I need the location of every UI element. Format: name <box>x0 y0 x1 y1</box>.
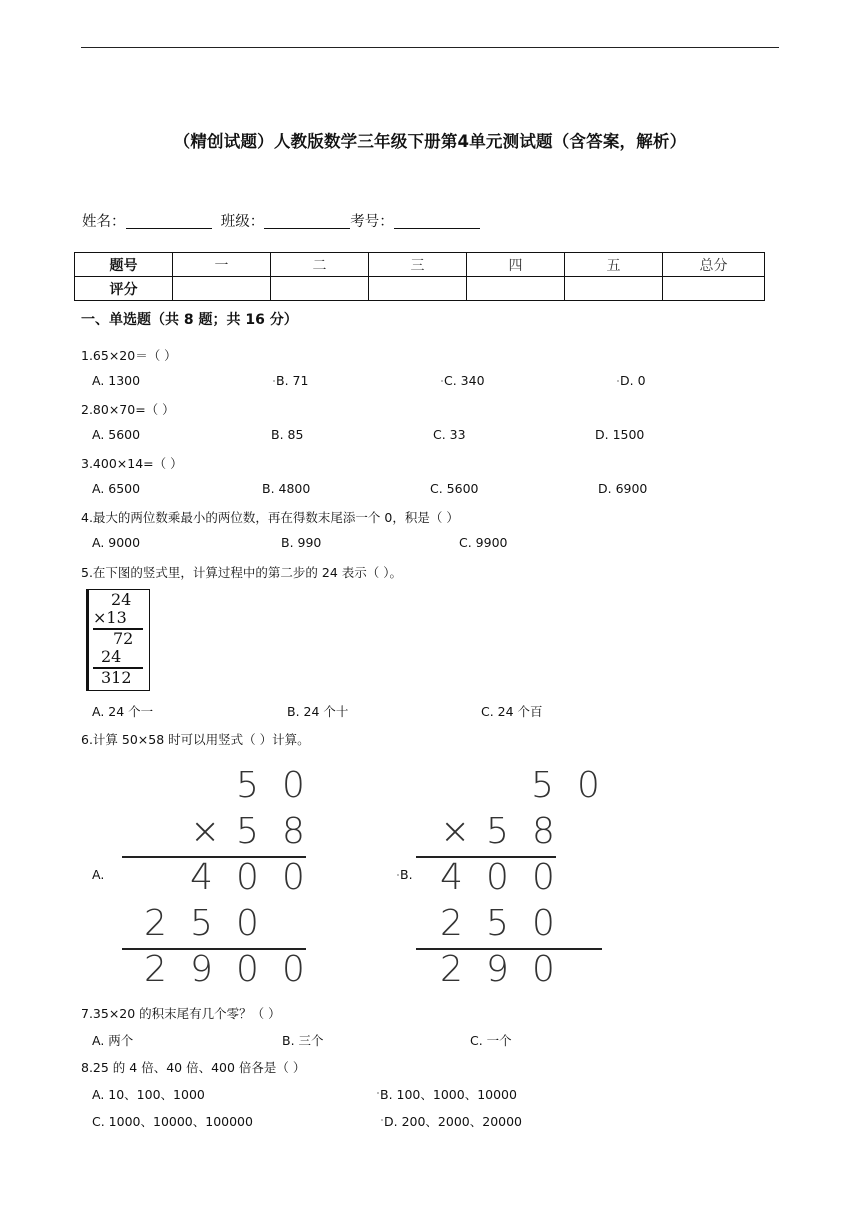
figure-digit: 4 <box>190 857 213 898</box>
figure-digit: 5 <box>190 903 213 944</box>
option[interactable]: D. 200、2000、20000 <box>384 1114 523 1129</box>
figure-digit: 24 <box>101 647 122 666</box>
option[interactable]: C. 340 <box>444 373 485 388</box>
header-rule <box>81 47 779 48</box>
option[interactable]: C. 9900 <box>459 535 508 550</box>
figure-digit: 72 <box>113 629 134 648</box>
figure-digit: 312 <box>101 668 132 687</box>
question-5: 5.在下图的竖式里，计算过程中的第二步的 24 表示（ ）。 <box>81 565 403 580</box>
figure-digit: 4 <box>440 857 463 898</box>
figure-digit: 2 <box>440 903 463 944</box>
option[interactable]: A. 5600 <box>92 427 141 442</box>
option[interactable]: B. 85 <box>271 427 304 442</box>
name-blank[interactable] <box>126 212 212 229</box>
figure-digit: 5 <box>486 903 509 944</box>
page-title: （精创试题）人教版数学三年级下册第4单元测试题（含答案，解析） <box>173 132 687 151</box>
figure-digit: 5 <box>531 765 554 806</box>
marker-dot <box>273 380 275 382</box>
option[interactable]: D. 6900 <box>598 481 648 496</box>
number-blank[interactable] <box>394 212 480 229</box>
figure-digit: 0 <box>486 857 509 898</box>
multiplication-figure <box>86 589 150 691</box>
marker-dot <box>381 1119 383 1121</box>
score-input-cell[interactable] <box>271 277 369 301</box>
question-4: 4.最大的两位数乘最小的两位数，再在得数末尾添一个 0，积是（ ） <box>81 510 459 525</box>
figure-digit: 0 <box>282 949 305 990</box>
option[interactable]: A. <box>92 867 105 882</box>
figure-digit: 9 <box>190 949 213 990</box>
option[interactable]: D. 1500 <box>595 427 645 442</box>
figure-digit: 0 <box>577 765 600 806</box>
figure-digit: 5 <box>236 765 259 806</box>
figure-digit: ×13 <box>93 608 127 627</box>
score-cell: 三 <box>369 253 467 277</box>
option[interactable]: A. 6500 <box>92 481 141 496</box>
option[interactable]: B. 24 个十 <box>287 704 349 719</box>
option[interactable]: D. 0 <box>620 373 646 388</box>
option[interactable]: C. 5600 <box>430 481 479 496</box>
marker-dot <box>377 1092 379 1094</box>
student-info <box>82 210 480 231</box>
question-6: 6.计算 50×58 时可以用竖式（ ）计算。 <box>81 732 310 747</box>
figure-digit: 0 <box>236 857 259 898</box>
class-label: 班级： <box>220 214 265 230</box>
figure-digit: × <box>190 811 221 852</box>
option[interactable]: B. <box>400 867 413 882</box>
score-cell: 四 <box>467 253 565 277</box>
option[interactable]: A. 两个 <box>92 1033 134 1048</box>
figure-digit: 8 <box>282 811 305 852</box>
option[interactable]: A. 1300 <box>92 373 141 388</box>
score-input-cell[interactable] <box>173 277 271 301</box>
option[interactable]: C. 33 <box>433 427 466 442</box>
figure-digit: 0 <box>532 903 555 944</box>
number-label: 考号： <box>350 214 394 230</box>
score-input-cell[interactable] <box>369 277 467 301</box>
figure-rule <box>122 856 306 858</box>
figure-digit: 2 <box>144 949 167 990</box>
option[interactable]: A. 10、100、1000 <box>92 1087 205 1102</box>
figure-digit: 2 <box>144 903 167 944</box>
marker-dot <box>617 380 619 382</box>
score-cell: 总分 <box>663 253 765 277</box>
figure-digit: 0 <box>532 857 555 898</box>
score-input-cell[interactable] <box>663 277 765 301</box>
score-cell: 题号 <box>75 253 173 277</box>
option[interactable]: B. 990 <box>281 535 322 550</box>
figure-digit: 0 <box>236 949 259 990</box>
figure-digit: 24 <box>111 590 132 609</box>
score-input-cell[interactable] <box>467 277 565 301</box>
score-input-cell[interactable] <box>565 277 663 301</box>
marker-dot <box>441 380 443 382</box>
figure-digit: 0 <box>282 857 305 898</box>
score-cell: 评分 <box>75 277 173 301</box>
class-blank[interactable] <box>264 212 350 229</box>
marker-dot <box>397 874 399 876</box>
figure-digit: 9 <box>486 949 509 990</box>
option[interactable]: C. 1000、10000、100000 <box>92 1114 253 1129</box>
score-table <box>74 252 765 301</box>
figure-digit: × <box>440 811 471 852</box>
figure-digit: 0 <box>236 903 259 944</box>
option[interactable]: C. 24 个百 <box>481 704 543 719</box>
option[interactable]: B. 71 <box>276 373 309 388</box>
option[interactable]: A. 24 个一 <box>92 704 154 719</box>
option[interactable]: B. 4800 <box>262 481 311 496</box>
figure-digit: 0 <box>282 765 305 806</box>
score-cell: 二 <box>271 253 369 277</box>
section-heading: 一、单选题（共 8 题；共 16 分） <box>81 312 298 328</box>
option[interactable]: A. 9000 <box>92 535 141 550</box>
question-2: 2.80×70=（ ） <box>81 402 175 417</box>
score-cell: 一 <box>173 253 271 277</box>
question-7: 7.35×20 的积末尾有几个零？（ ） <box>81 1006 281 1021</box>
score-cell: 五 <box>565 253 663 277</box>
name-label: 姓名： <box>82 214 126 230</box>
figure-digit: 2 <box>440 949 463 990</box>
option[interactable]: B. 100、1000、10000 <box>380 1087 517 1102</box>
score-table-header-row <box>75 253 765 277</box>
option[interactable]: B. 三个 <box>282 1033 324 1048</box>
figure-digit: 5 <box>236 811 259 852</box>
question-3: 3.400×14=（ ） <box>81 456 183 471</box>
question-1: 1.65×20＝（ ） <box>81 348 177 363</box>
figure-digit: 8 <box>532 811 555 852</box>
score-table-score-row <box>75 277 765 301</box>
question-8: 8.25 的 4 倍、40 倍、400 倍各是（ ） <box>81 1060 306 1075</box>
figure-digit: 5 <box>486 811 509 852</box>
figure-digit: 0 <box>532 949 555 990</box>
option[interactable]: C. 一个 <box>470 1033 512 1048</box>
